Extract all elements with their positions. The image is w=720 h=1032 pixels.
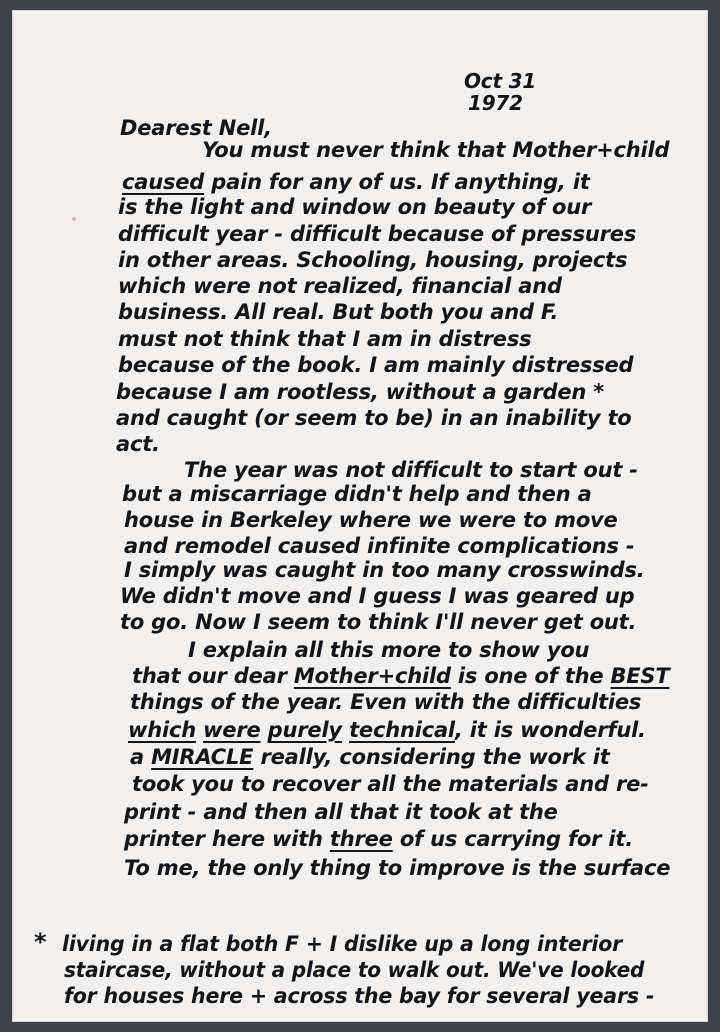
letter-line	[132, 664, 670, 688]
letter-line	[130, 690, 641, 714]
letter-line	[118, 222, 636, 246]
line-text: and remodel caused infinite complications -	[124, 534, 635, 558]
line-text: a	[130, 745, 152, 769]
underlined-word: were	[203, 718, 261, 742]
letter-line	[124, 558, 645, 582]
line-text: things of the year. Even with the difficulties	[130, 690, 642, 714]
letter-line	[124, 800, 558, 824]
line-text: house in Berkeley where we were to move	[124, 508, 618, 532]
underlined-word: technical	[349, 718, 455, 742]
line-text	[342, 718, 349, 742]
letter-line	[118, 248, 627, 272]
line-text: act.	[116, 432, 160, 456]
letter-line	[122, 170, 590, 194]
letter-line	[124, 534, 634, 558]
letter-line	[116, 432, 160, 456]
underlined-word: caused	[122, 170, 205, 194]
line-text: and caught (or seem to be) in an inability to	[116, 406, 632, 430]
line-text: , it is wonderful.	[454, 718, 646, 742]
letter-line	[118, 300, 558, 324]
line-text: The year was not difficult to start out -	[184, 458, 638, 482]
letter-line	[202, 138, 669, 162]
line-text: because of the book. I am mainly distressed	[118, 353, 634, 377]
letter-line	[118, 274, 562, 298]
letter-line	[184, 458, 638, 482]
footnote-line: for houses here + across the bay for several years -	[64, 984, 655, 1008]
line-text: difficult year - difficult because of pressures	[118, 222, 637, 246]
letter-line	[122, 482, 592, 506]
letter-line	[120, 610, 636, 634]
letter-line	[120, 584, 635, 608]
line-text	[196, 718, 203, 742]
line-text: took you to recover all the materials and re-	[132, 772, 649, 796]
footnote-line: staircase, without a place to walk out. We've looked	[64, 958, 645, 982]
line-text: that our dear	[132, 664, 294, 688]
letter-line	[128, 718, 646, 742]
letter-line	[116, 406, 632, 430]
line-text: to go. Now I seem to think I'll never get out.	[120, 610, 637, 634]
letter-line	[188, 638, 589, 662]
line-text: because I am rootless, without a garden *	[116, 380, 605, 404]
line-text: We didn't move and I guess I was geared up	[120, 584, 635, 608]
line-text: of us carrying for it.	[392, 827, 634, 851]
letter-line	[124, 856, 670, 880]
letter-line	[118, 195, 591, 219]
underlined-word: three	[329, 827, 393, 851]
underlined-word: BEST	[610, 664, 670, 688]
line-text: I explain all this more to show you	[188, 638, 590, 662]
letter-line	[132, 772, 649, 796]
date-year: 1972	[468, 91, 523, 115]
line-text: To me, the only thing to improve is the surface	[124, 856, 671, 880]
letter-line	[124, 827, 633, 851]
date-month-day: Oct 31	[464, 69, 537, 93]
letter-line	[118, 327, 531, 351]
letter-line	[118, 353, 633, 377]
line-text: printer here with	[124, 827, 330, 851]
salutation: Dearest Nell,	[120, 116, 272, 140]
line-text: really, considering the work it	[253, 745, 610, 769]
line-text	[261, 718, 268, 742]
line-text: I simply was caught in too many crosswinds.	[124, 558, 645, 582]
line-text: which were not realized, financial and	[118, 274, 562, 298]
footnote-line: living in a flat both F + I dislike up a long interior	[62, 932, 623, 956]
line-text: is the light and window on beauty of our	[118, 195, 592, 219]
letter-line	[116, 380, 604, 404]
line-text: print - and then all that it took at the	[124, 800, 558, 824]
letter-line	[130, 745, 610, 769]
line-text: business. All real. But both you and F.	[118, 300, 559, 324]
line-text: is one of the	[450, 664, 611, 688]
line-text: but a miscarriage didn't help and then a	[122, 482, 592, 506]
ink-spot	[72, 217, 76, 221]
line-text: must not think that I am in distress	[118, 327, 532, 351]
underlined-word: which	[128, 718, 196, 742]
underlined-word: Mother+child	[293, 664, 451, 688]
line-text: You must never think that Mother+child	[202, 138, 670, 162]
underlined-word: purely	[267, 718, 342, 742]
line-text: pain for any of us. If anything, it	[204, 170, 590, 194]
line-text: in other areas. Schooling, housing, projects	[118, 248, 628, 272]
underlined-word: MIRACLE	[151, 745, 254, 769]
letter-page	[12, 10, 708, 1022]
letter-line	[124, 508, 618, 532]
footnote-asterisk: *	[34, 928, 47, 956]
